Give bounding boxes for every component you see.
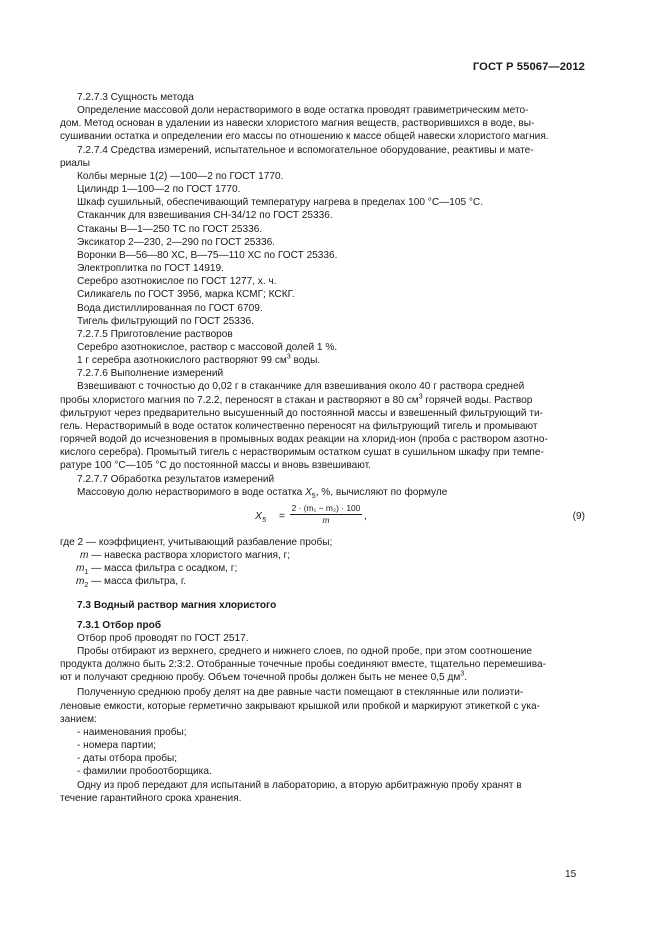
subscript: 5	[311, 492, 316, 500]
paragraph-line: занием:	[60, 713, 97, 725]
list-item: Воронки В—56—80 ХС, В—75—110 ХС по ГОСТ 25336.	[77, 249, 338, 261]
paragraph-line	[60, 354, 585, 367]
list-item: - наименования пробы;	[77, 726, 187, 738]
paragraph-line: Определение массовой доли нерастворимого в воде остатка проводят гравиметрическим мето-	[77, 105, 529, 117]
paragraph-line: продукта должно быть 2:3:2. Отобранные точечные пробы соединяют вместе, тщательно перемешива-	[60, 659, 547, 671]
document-header: ГОСТ Р 55067—2012	[472, 61, 585, 73]
legend-row: где 2 — коэффициент, учитывающий разбавление пробы;	[60, 536, 333, 548]
list-item: Электроплитка по ГОСТ 14919.	[77, 263, 224, 275]
formula-sub: 5	[262, 514, 267, 524]
section-73-heading: 7.3 Водный раствор магния хлористого	[77, 600, 277, 612]
paragraph-line: дом. Метод основан в удалении из навески хлористого магния веществ, растворившихся в воде, вы-	[60, 118, 535, 130]
paragraph-line: кислого серебра). Промытый тигель с нерастворимым остатком сушат в сушильном шкафу при темпе-	[60, 447, 544, 459]
list-item: - фамилии пробоотборщика.	[77, 766, 212, 778]
page-number: 15	[565, 869, 577, 880]
text: ют и получают среднюю пробу. Объем точечной пробы должен быть не менее 0,5 дм	[60, 672, 461, 684]
formula-9	[60, 502, 585, 532]
symbol: m	[80, 550, 89, 561]
legend-row	[76, 575, 585, 588]
paragraph-line: ратуре 100 °С—105 °С до постоянной массы и вновь взвешивают.	[60, 460, 371, 472]
list-item: Вода дистиллированная по ГОСТ 6709.	[77, 302, 263, 314]
formula-comma: ,	[364, 510, 367, 522]
list-item: Эксикатор 2—230, 2—290 по ГОСТ 25336.	[77, 236, 275, 248]
paragraph-line: Пробы отбирают из верхнего, среднего и нижнего слоев, по одной пробе, при этом соотношение	[77, 645, 533, 657]
list-item: - даты отбора пробы;	[77, 753, 178, 765]
paragraph-line: фильтруют через предварительно высушенный до постоянной массы и взвешенный фильтрующий ти-	[60, 407, 543, 419]
section-731-heading: 7.3.1 Отбор проб	[77, 619, 162, 631]
paragraph-line: течение гарантийного срока хранения.	[60, 792, 242, 804]
paragraph-line: горячей водой до исчезновения в промывных водах реакции на хлорид-ион (проба с раствором азотно-	[60, 434, 548, 446]
spacer	[60, 588, 585, 599]
formula-lhs	[255, 510, 266, 523]
text: 1 г серебра азотнокислого растворяют 99 см	[77, 355, 287, 367]
paragraph-line: Взвешивают с точностью до 0,02 г в стаканчике для взвешивания около 40 г раствора средней	[77, 381, 525, 393]
paragraph-line: Отбор проб проводят по ГОСТ 2517.	[77, 632, 249, 644]
superscript: 3	[460, 670, 465, 678]
section-7276-title: 7.2.7.6 Выполнение измерений	[77, 368, 224, 380]
formula-var: X	[255, 509, 263, 522]
formula-legend	[60, 536, 585, 589]
list-item: Стаканы В—1—250 ТС по ГОСТ 25336.	[77, 223, 263, 235]
paragraph-line: гель. Нерастворимый в воде остаток количественно переносят на фильтрующий тигель и промывают	[60, 420, 538, 432]
section-7274-title-cont: риалы	[60, 157, 91, 169]
paragraph-line: Одну из проб передают для испытаний в лабораторию, а вторую арбитражную пробу хранят в	[77, 779, 522, 791]
section-7275-title: 7.2.7.5 Приготовление растворов	[77, 328, 233, 340]
paragraph-line	[60, 486, 585, 499]
list-item: Колбы мерные 1(2) —100—2 по ГОСТ 1770.	[77, 170, 284, 182]
text: .	[464, 672, 468, 684]
formula-number: (9)	[572, 510, 585, 522]
list-item: Стаканчик для взвешивания СН-34/12 по ГОСТ 25336.	[77, 210, 333, 222]
symbol: m	[76, 576, 85, 588]
list-item: - номера партии;	[77, 740, 157, 752]
text: — масса фильтра с осадком, г;	[88, 563, 238, 575]
paragraph-line: леновые емкости, которые герметично закрывают крышкой или пробкой и маркируют этикеткой с ука-	[60, 700, 540, 712]
text: воды.	[290, 355, 321, 367]
symbol: m	[76, 563, 85, 575]
list-item: Силикагель по ГОСТ 3956, марка КСМГ; КСКГ.	[77, 289, 295, 301]
text: Массовую долю нерастворимого в воде остатка	[77, 486, 306, 498]
formula-fraction	[290, 503, 362, 526]
superscript: 3	[418, 393, 423, 401]
paragraph-line: сушивании остатка и определении его массы по отношению к массе общей навески хлористого магния.	[60, 131, 549, 143]
document-body	[60, 91, 585, 805]
list-item: Цилиндр 1—100—2 по ГОСТ 1770.	[77, 184, 241, 196]
paragraph-line: Серебро азотнокислое, раствор с массовой долей 1 %.	[77, 341, 338, 353]
text: — масса фильтра, г.	[88, 576, 187, 588]
paragraph-line	[60, 671, 585, 684]
section-7277-title: 7.2.7.7 Обработка результатов измерений	[77, 473, 275, 485]
text: пробы хлористого магния по 7.2.2, переносят в стакан и растворяют в 80 см	[60, 394, 419, 406]
formula-denominator: m	[322, 514, 330, 525]
paragraph-line: Полученную среднюю пробу делят на две равные части помещают в стеклянные или полиэти-	[77, 687, 524, 699]
legend-row	[76, 562, 585, 575]
list-item: Шкаф сушильный, обеспечивающий температуру нагрева в пределах 100 °С—105 °С.	[77, 197, 484, 209]
list-item: Серебро азотнокислое по ГОСТ 1277, х. ч.	[77, 276, 277, 288]
subscript: 1	[84, 569, 89, 577]
subscript: 2	[84, 582, 89, 590]
symbol: X	[305, 486, 312, 498]
section-7273-title: 7.2.7.3 Сущность метода	[77, 92, 194, 103]
legend-row	[80, 549, 585, 562]
formula-numerator: 2 · (m₁ − m₂) · 100	[291, 502, 361, 513]
paragraph-line	[60, 394, 585, 407]
section-7274-title: 7.2.7.4 Средства измерений, испытательное и вспомогательное оборудование, реактивы и мате-	[77, 144, 534, 156]
text: — навеска раствора хлористого магния, г;	[88, 550, 291, 561]
superscript: 3	[286, 353, 291, 361]
text: , %, вычисляют по формуле	[315, 486, 448, 498]
list-item: Тигель фильтрующий по ГОСТ 25336.	[77, 315, 254, 327]
text: горячей воды. Раствор	[422, 394, 533, 406]
formula-equals: =	[279, 510, 285, 522]
